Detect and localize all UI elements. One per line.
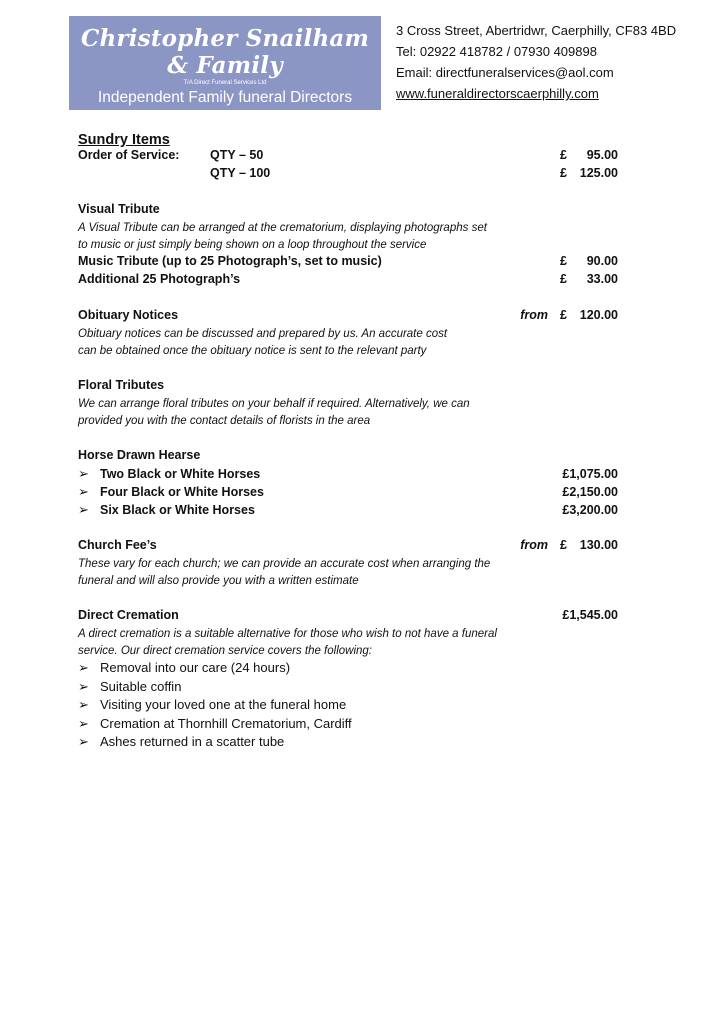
logo-name: Christopher Snailham & Family bbox=[80, 25, 370, 79]
list-item bbox=[78, 697, 618, 716]
price: £1,075.00 bbox=[562, 467, 618, 481]
price: £1,545.00 bbox=[562, 608, 618, 622]
item-text: Ashes returned in a scatter tube bbox=[100, 734, 285, 749]
currency: £ bbox=[560, 538, 567, 552]
arrowhead-icon: ➢ bbox=[78, 660, 89, 675]
hearse-row bbox=[78, 484, 618, 502]
price: 95.00 bbox=[586, 148, 618, 162]
arrowhead-icon: ➢ bbox=[78, 466, 89, 481]
logo-tagline: T/A Direct Funeral Services Ltd bbox=[183, 80, 267, 86]
visual-title: Visual Tribute bbox=[78, 202, 160, 216]
price: £2,150.00 bbox=[562, 485, 618, 499]
music-tribute-row bbox=[78, 254, 618, 272]
email: Email: directfuneralservices@aol.com bbox=[396, 65, 614, 80]
item-label: Additional 25 Photograph’s bbox=[78, 272, 241, 286]
arrowhead-icon: ➢ bbox=[78, 715, 89, 731]
website-link[interactable]: www.funeraldirectorscaerphilly.com bbox=[396, 86, 599, 101]
church-desc-1: These vary for each church; we can provide an accurate cost when arranging the bbox=[78, 558, 491, 570]
cremation-title: Direct Cremation bbox=[78, 608, 179, 622]
list-item bbox=[78, 716, 618, 735]
hearse-row bbox=[78, 466, 618, 484]
arrowhead-icon: ➢ bbox=[78, 502, 89, 517]
item-label: Music Tribute (up to 25 Photograph’s, set to music) bbox=[78, 254, 382, 268]
contact-block bbox=[396, 20, 676, 104]
currency: £ bbox=[560, 254, 567, 268]
item-text: Removal into our care (24 hours) bbox=[100, 660, 291, 675]
price: 33.00 bbox=[586, 272, 618, 286]
currency: £ bbox=[560, 166, 567, 180]
telephone: Tel: 02922 418782 / 07930 409898 bbox=[396, 44, 597, 59]
cremation-desc-1: A direct cremation is a suitable alternative for those who wish to not have a funeral bbox=[78, 628, 497, 640]
church-title: Church Fee’s bbox=[78, 538, 157, 552]
obituary-row bbox=[78, 308, 618, 326]
logo-line1: Independent Family funeral Directors bbox=[97, 89, 353, 106]
list-item bbox=[78, 660, 618, 679]
item-label: Two Black or White Horses bbox=[100, 467, 261, 481]
obituary-desc-1: Obituary notices can be discussed and prepared by us. An accurate cost bbox=[78, 328, 448, 340]
arrowhead-icon: ➢ bbox=[78, 697, 89, 712]
hearse-title: Horse Drawn Hearse bbox=[78, 448, 201, 462]
sundry-title: Sundry Items bbox=[78, 132, 170, 148]
arrowhead-icon: ➢ bbox=[78, 484, 89, 499]
arrowhead-icon: ➢ bbox=[78, 678, 89, 694]
price: 125.00 bbox=[579, 166, 618, 180]
arrowhead-icon: ➢ bbox=[78, 734, 89, 749]
price: 90.00 bbox=[586, 254, 618, 268]
floral-desc-1: We can arrange floral tributes on your behalf if required. Alternatively, we can bbox=[78, 398, 470, 410]
obituary-title: Obituary Notices bbox=[78, 308, 179, 322]
cremation-row bbox=[78, 608, 618, 626]
cremation-items bbox=[78, 660, 618, 753]
hearse-row bbox=[78, 502, 618, 520]
qty: QTY – 50 bbox=[210, 148, 264, 162]
item-text: Visiting your loved one at the funeral home bbox=[100, 697, 347, 712]
floral-title: Floral Tributes bbox=[78, 378, 165, 392]
company-logo bbox=[69, 16, 381, 127]
cremation-desc-2: service. Our direct cremation service covers the following: bbox=[78, 645, 372, 657]
obituary-desc-2: can be obtained once the obituary notice is sent to the relevant party bbox=[78, 345, 427, 357]
currency: £ bbox=[560, 272, 567, 286]
church-desc-2: funeral and will also provide you with a written estimate bbox=[78, 575, 359, 587]
from-label: from bbox=[520, 308, 548, 322]
additional-photos-row bbox=[78, 272, 618, 290]
item-text: Cremation at Thornhill Crematorium, Cardiff bbox=[100, 715, 352, 731]
from-label: from bbox=[520, 538, 548, 552]
item-text: Suitable coffin bbox=[100, 678, 182, 694]
church-row bbox=[78, 538, 618, 556]
list-item bbox=[78, 734, 618, 753]
list-item bbox=[78, 679, 618, 698]
visual-desc-1: A Visual Tribute can be arranged at the crematorium, displaying photographs set bbox=[78, 222, 487, 234]
item-label: Four Black or White Horses bbox=[100, 485, 264, 499]
order-row-2 bbox=[78, 166, 618, 184]
logo-line2: Caerphilly bbox=[190, 110, 260, 127]
floral-desc-2: provided you with the contact details of florists in the area bbox=[78, 415, 371, 427]
price: £3,200.00 bbox=[562, 503, 618, 517]
order-label: Order of Service: bbox=[78, 148, 180, 162]
qty: QTY – 100 bbox=[210, 166, 271, 180]
address: 3 Cross Street, Abertridwr, Caerphilly, CF83 4BD bbox=[396, 23, 677, 38]
price: 130.00 bbox=[579, 538, 618, 552]
visual-desc-2: to music or just simply being shown on a loop throughout the service bbox=[78, 239, 427, 251]
price: 120.00 bbox=[579, 308, 618, 322]
price-list bbox=[78, 132, 618, 753]
item-label: Six Black or White Horses bbox=[100, 503, 255, 517]
currency: £ bbox=[560, 148, 567, 162]
order-row-1 bbox=[78, 148, 618, 166]
currency: £ bbox=[560, 308, 567, 322]
